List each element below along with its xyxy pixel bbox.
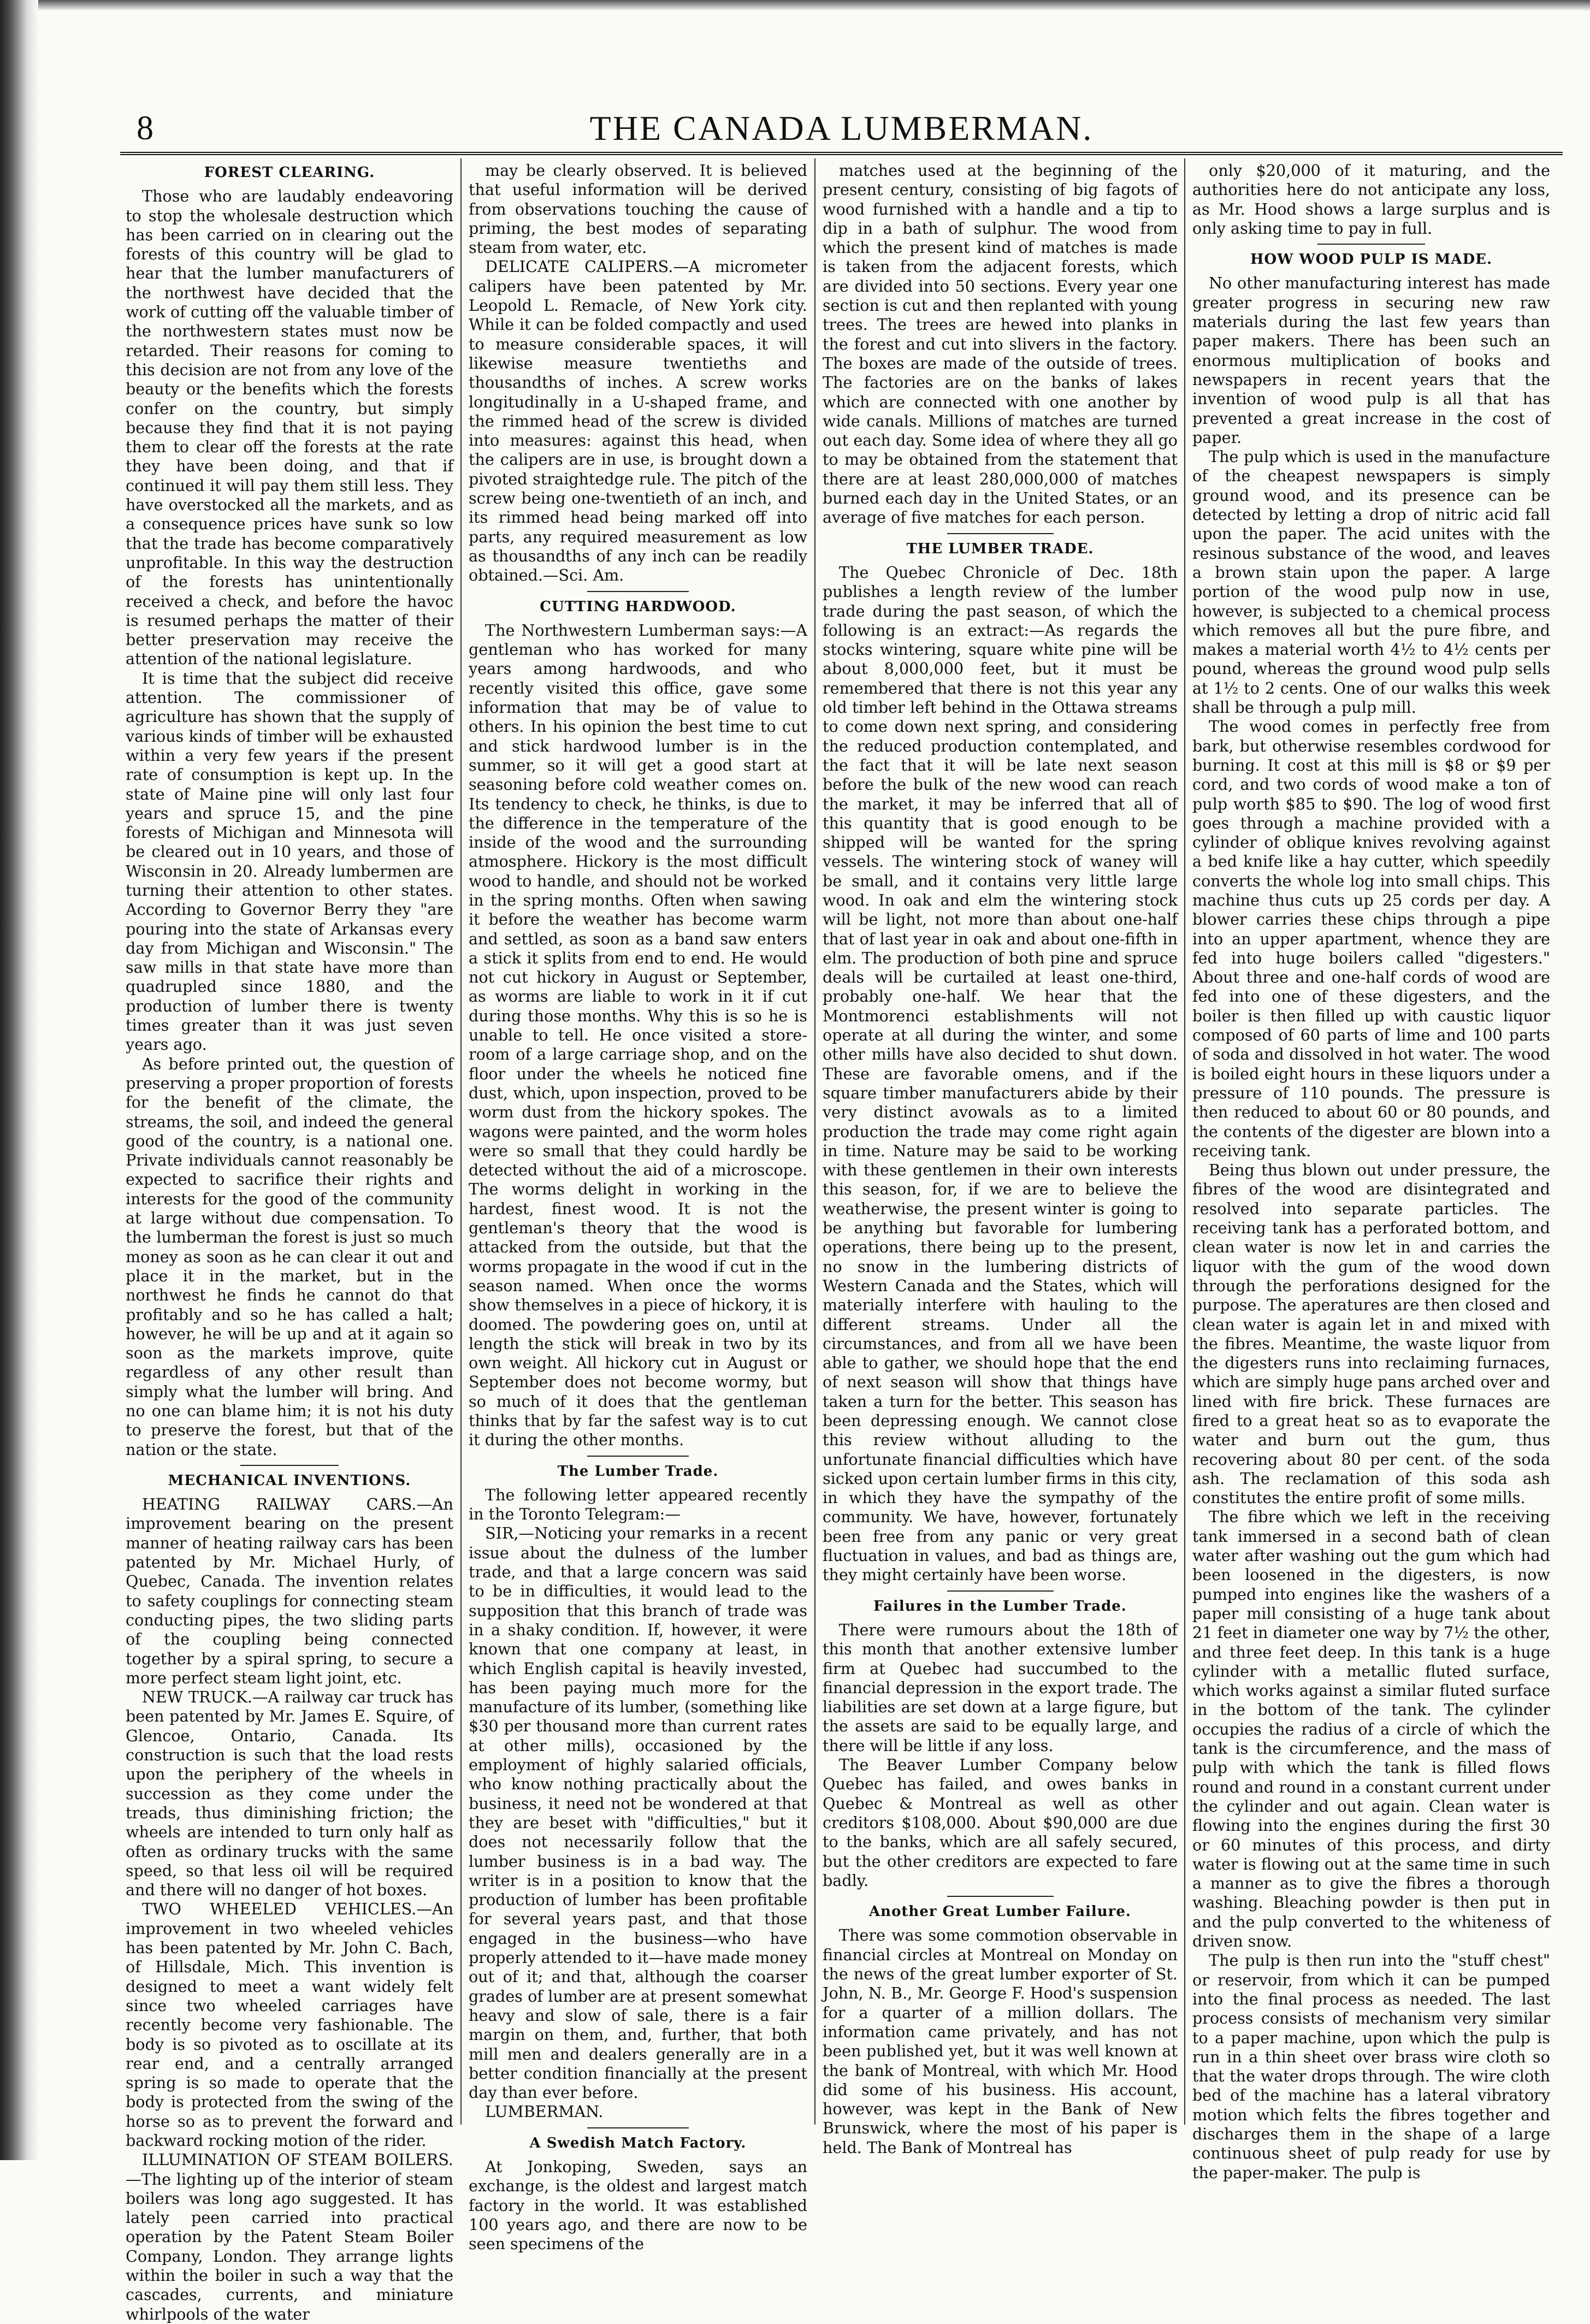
section-heading: CUTTING HARDWOOD. <box>540 598 736 615</box>
article-paragraph: DELICATE CALIPERS.—A micrometer calipers have been patented by Mr. Leopold L. Remacle, of New York city. While it can be folded compactly and used to measure considerable spaces, it will likewise measure twentieths and thousandths of inches. A screw works longitudinally in a U-shaped frame, and the rimmed head of the screw is divided into measures: against this head, when the calipers are in use, is brought down a pivoted straightedge rule. The pitch of the screw being one-twentieth of an inch, and its rimmed head being marked off into parts, any required measurement as low as thousandths of any inch can be readily obtained.—Sci. Am. <box>469 257 807 585</box>
article-paragraph: No other manufacturing interest has made greater progress in securing new raw materials during the last few years than paper makers. There has been such an enormous multiplication of books and newspapers in recent years that the invention of wood pulp is all that has prevented a great increase in the cost of paper. <box>1192 274 1550 447</box>
article-paragraph: LUMBERMAN. <box>485 2102 604 2121</box>
section-heading: MECHANICAL INVENTIONS. <box>168 1472 411 1489</box>
column-divider <box>1184 158 1185 2125</box>
article-paragraph: The fibre which we left in the receiving tank immersed in a second bath of clean water after washing out the gum which had been loosened in the digesters, is now pumped into engines like the washers of a paper mill consisting of a huge tank about 21 feet in diameter one way by 7½ the other, and three feet deep. In this tank is a huge cylinder with a metallic fluted surface, which works against a similar fluted surface in the bottom of the tank. The cylinder occupies the radius of a circle of which the tank is the circumference, and the mass of pulp with which the tank is filled flows round and round in a constant current under the cylinder and out again. Clean water is flowing into the engines during the first 30 or 60 minutes of this process, and dirty water is flowing out at the same time in such a manner as to give the fibres a thorough washing. Bleaching powder is then put in and the pulp converted to the whiteness of driven snow. <box>1192 1507 1550 1951</box>
masthead-rule <box>120 152 1563 155</box>
section-heading: THE LUMBER TRADE. <box>906 540 1094 557</box>
section-divider <box>1317 244 1425 245</box>
section-divider <box>587 591 689 592</box>
article-paragraph: HEATING RAILWAY CARS.—An improvement bearing on the present manner of heating railway cars has been patented by Mr. Michael Hurly, of Quebec, Canada. The invention relates to safety couplings for connecting steam conducting pipes, the two sliding parts of the coupling being connected together by a spiral spring, to secure a more perfect steam light joint, etc. <box>126 1495 453 1687</box>
article-paragraph: The following letter appeared recently in the Toronto Telegram:— <box>469 1485 807 1524</box>
article-paragraph: SIR,—Noticing your remarks in a recent issue about the dulness of the lumber trade, and that a large concern was said to be in difficulties, it would lead to the supposition that this branch of trade was in a shaky condition. If, however, it were known that one company at least, in which English capital is heavily invested, has been paying much more for the manufacture of its lumber, (something like $30 per thousand more than current rates at other mills), occasioned by the employment of highly salaried officials, who know nothing practically about the business, it need not be wondered at that they are beset with "difficulties," but it does not necessarily follow that the lumber business is in a bad way. The writer is in a position to know that the production of lumber has been profitable for several years past, and that those engaged in the business—who have properly attended to it—have made money out of it; and that, although the coarser grades of lumber are at present somewhat heavy and slow of sale, there is a fair margin on them, and, further, that both mill men and dealers generally are in a better condition financially at the present day than ever before. <box>469 1524 807 2102</box>
article-paragraph: There were rumours about the 18th of this month that another extensive lumber firm at Quebec had succumbed to the financial depression in the export trade. The liabilities are set down at a large figure, but the assets are said to be equally large, and there will be little if any loss. <box>823 1620 1178 1755</box>
section-divider <box>240 1465 339 1466</box>
article-paragraph: matches used at the beginning of the present century, consisting of big fagots of wood furnished with a handle and a tip to dip in a bath of sulphur. The wood from which the present kind of matches is made is taken from the adjacent forests, which are divided into 50 sections. Every year one section is cut and then replanted with young trees. The trees are hewed into planks in the forest and cut into slivers in the factory. The boxes are made of the outside of trees. The factories are on the banks of lakes which are connected with one another by wide canals. Millions of matches are turned out each day. Some idea of where they all go to may be obtained from the statement that there are at least 280,000,000 of matches burned each day in the United States, or an average of five matches for each person. <box>823 161 1178 527</box>
column-2 <box>469 161 807 2254</box>
section-divider <box>587 1456 689 1457</box>
article-paragraph: The wood comes in perfectly free from bark, but otherwise resembles cordwood for burning. It cost at this mill is $8 or $9 per cord, and two cords of wood make a ton of pulp worth $85 to $90. The log of wood first goes through a machine provided with a cylinder of oblique knives revolving against a bed knife like a hay cutter, which speedily converts the whole log into small chips. This machine thus cuts up 25 cords per day. A blower carries these chips through a pipe into an upper apartment, whence they are fed into huge boilers called "digesters." About three and one-half cords of wood are fed into one of these digesters, and the boiler is then filled up with caustic liquor composed of 60 parts of lime and 100 parts of soda and dissolved in hot water. The wood is boiled eight hours in these liquors under a pressure of 110 pounds. The pressure is then reduced to about 60 or 80 pounds, and the contents of the digester are blown into a receiving tank. <box>1192 717 1550 1160</box>
article-paragraph: TWO WHEELED VEHICLES.—An improvement in two wheeled vehicles has been patented by Mr. John C. Bach, of Hillsdale, Mich. This invention is designed to meet a want widely felt since two wheeled carriages have recently become very fashionable. The body is so pivoted as to oscillate at its rear end, and a centrally arranged spring is so made to operate that the body is protected from the swing of the horse so as to prevent the forward and backward rocking motion of the rider. <box>126 1900 453 2150</box>
masthead <box>126 104 1557 153</box>
column-divider <box>460 158 462 2125</box>
article-paragraph: Being thus blown out under pressure, the fibres of the wood are disintegrated and resolved into separate particles. The receiving tank has a perforated bottom, and clean water is now let in and carries the liquor with the gum of the wood down through the perforations designed for the purpose. The aperatures are then closed and clean water is again let in and mixed with the fibres. Meantime, the waste liquor from the digesters runs into reclaiming furnaces, which are simply huge pans arched over and lined with fire brick. These furnaces are fired to a great heat so as to evaporate the water and burn out the gum, thus recovering about 80 per cent. of the soda ash. The reclamation of this soda ash constitutes the entire profit of some mills. <box>1192 1161 1550 1507</box>
article-paragraph: only $20,000 of it maturing, and the authorities here do not anticipate any loss, as Mr. Hood shows a large surplus and is only asking time to pay in full. <box>1192 161 1550 238</box>
section-divider <box>947 533 1054 534</box>
article-paragraph: The Quebec Chronicle of Dec. 18th publishes a length review of the lumber trade during the past season, of which the following is an extract:—As regards the stocks wintering, square white pine will be about 8,000,000 feet, but it must be remembered that there is not this year any old timber left behind in the Ottawa streams to come down next spring, and considering the reduced production contemplated, and the fact that it will be late next season before the bulk of the new wood can reach the market, it may be inferred that all of this quantity that is good enough to be shipped will be wanted for the spring vessels. The wintering stock of waney will be small, and it contains very little large wood. In oak and elm the wintering stock will be light, not more than about one-half that of last year in oak and about one-fifth in elm. The production of both pine and spruce deals will be curtailed at least one-third, probably one-half. We hear that the Montmorenci establishments will not operate at all during the winter, and some other mills have also decided to shut down. These are favorable omens, and if the square timber manufacturers abide by their very distinct avowals as to a limited production the trade may come right again in time. Nature may be said to be working with these gentlemen in their own interests this season, for, if we are to believe the weatherwise, the present winter is going to be anything but favorable for lumbering operations, there being up to the present, no snow in the lumbering districts of Western Canada and the States, which will materially interfere with hauling to the different streams. Under all the circumstances, and from all we have been able to gather, we should hope that the end of next season will show that things have taken a turn for the better. This season has been depressing enough. We cannot close this review without alluding to the unfortunate financial difficulties which have sicked upon certain lumber firms in this city, in which they have the sympathy of the community. We have, however, fortunately been free from any panic or very great fluctuation in values, and bad as things are, they might certainly have been worse. <box>823 563 1178 1584</box>
column-3 <box>823 161 1178 2157</box>
page-binding-edge <box>0 0 38 2160</box>
section-divider <box>587 2127 689 2128</box>
article-paragraph: The pulp which is used in the manufacture of the cheapest newspapers is simply ground wood, and its presence can be detected by letting a drop of nitric acid fall upon the paper. The acid unites with the resinous substance of the wood, and leaves a brown stain upon the paper. A large portion of the wood pulp now in use, however, is subjected to a chemical process which removes all but the pure fibre, and makes a material worth 4½ to 4½ cents per pound, whereas the ground wood pulp sells at 1½ to 2 cents. One of our walks this week shall be through a pulp mill. <box>1192 447 1550 717</box>
article-paragraph: At Jonkoping, Sweden, says an exchange, is the oldest and largest match factory in the world. It was established 100 years ago, and there are now to be seen specimens of the <box>469 2157 807 2254</box>
article-paragraph: may be clearly observed. It is believed that useful information will be derived from observations touching the cause of priming, the best modes of separating steam from water, etc. <box>469 161 807 257</box>
article-paragraph: It is time that the subject did receive attention. The commissioner of agriculture has shown that the supply of various kinds of timber will be exhausted within a very few years if the present rate of consumption is kept up. In the state of Maine pine will only last four years and spruce 15, and the pine forests of Michigan and Minnesota will be cleared out in 10 years, and those of Wisconsin in 20. Already lumbermen are turning their attention to other states. According to Governor Berry they "are pouring into the state of Arkansas every day from Michigan and Wisconsin." The saw mills in that state have more than quadrupled since 1880, and the production of lumber there is twenty times greater than it was just seven years ago. <box>126 669 453 1054</box>
page-top-edge <box>38 0 1590 11</box>
section-heading: A Swedish Match Factory. <box>529 2134 747 2151</box>
article-paragraph: The Northwestern Lumberman says:—A gentleman who has worked for many years among hardwoods, and who recently visited this office, gave some information that may be of value to others. In his opinion the best time to cut and stick hardwood lumber is in the summer, so it will get a good start at seasoning before cold weather comes on. Its tendency to check, he thinks, is due to the difference in the temperature of the inside of the wood and the surrounding atmosphere. Hickory is the most difficult wood to handle, and should not be worked in the spring months. Often when sawing it before the weather has become warm and settled, as soon as a band saw enters a stick it splits from end to end. He would not cut hickory in August or September, as worms are liable to work in it if cut during those months. Why this is so he is unable to tell. He once visited a store-room of a large carriage shop, and on the floor under the wheels he noticed fine dust, which, upon inspection, proved to be worm dust from the hickory spokes. The wagons were painted, and the worm holes were so small that they could hardly be detected without the aid of a microscope. The worms delight in working in the hardest, finest wood. It is not the gentleman's theory that the wood is attacked from the outside, but that the worms propagate in the wood if cut in the season named. When once the worms show themselves in a piece of hickory, it is doomed. The powdering goes on, until at length the stick will break in two by its own weight. All hickory cut in August or September does not become wormy, but so much of it does that the gentleman thinks that by far the safest way is to cut it during the other months. <box>469 620 807 1450</box>
section-heading: Failures in the Lumber Trade. <box>873 1598 1127 1615</box>
article-paragraph: ILLUMINATION OF STEAM BOILERS.—The lighting up of the interior of steam boilers was long ago suggested. It has lately peen carried into practical operation by the Patent Steam Boiler Company, London. They arrange lights within the boiler in such a way that the cascades, currents, and miniature whirlpools of the water <box>126 2150 453 2323</box>
article-paragraph: NEW TRUCK.—A railway car truck has been patented by Mr. James E. Squire, of Glencoe, Ontario, Canada. Its construction is such that the load rests upon the periphery of the wheels in succession as they come under the treads, thus diminishing friction; the wheels are intended to turn only half as often as ordinary trucks with the same speed, so that less oil will be required and there will no danger of hot boxes. <box>126 1688 453 1900</box>
article-paragraph: Those who are laudably endeavoring to stop the wholesale destruction which has been carried on in clearing out the forests of this country will be glad to hear that the lumber manufacturers of the northwest have decided that the work of cutting off the valuable timber of the northwestern states must now be retarded. Their reasons for coming to this decision are not from any love of the beauty or the benefits which the forests confer on the country, but simply because they find that it is not paying them to clear off the forests at the rate they have been doing, and that if continued it will pay them still less. They have overstocked all the markets, and as a consequence prices have sunk so low that the trade has become comparatively unprofitable. In this way the destruction of the forests has unintentionally received a check, and before the havoc is resumed perhaps the matter of their better preservation may receive the attention of the national legislature. <box>126 187 453 669</box>
section-heading: HOW WOOD PULP IS MADE. <box>1250 251 1493 268</box>
column-4 <box>1192 161 1550 2182</box>
section-divider <box>947 1896 1054 1897</box>
article-paragraph: The Beaver Lumber Company below Quebec has failed, and owes banks in Quebec & Montreal as well as other creditors $108,000. About $90,000 are due to the banks, which are all safely secured, but the other creditors are expected to fare badly. <box>823 1755 1178 1890</box>
section-heading: Another Great Lumber Failure. <box>869 1903 1131 1920</box>
page-number: 8 <box>137 110 153 147</box>
newspaper-title: THE CANADA LUMBERMAN. <box>589 109 1094 147</box>
article-paragraph: There was some commotion observable in financial circles at Montreal on Monday on the news of the great lumber exporter of St. John, N. B., Mr. George F. Hood's suspension for a quarter of a million dollars. The information came privately, and has not been published yet, but it was well known at the bank of Montreal, with which Mr. Hood did some of his business. His account, however, was kept in the Bank of New Brunswick, where the most of his paper is held. The Bank of Montreal has <box>823 1926 1178 2157</box>
section-heading: FOREST CLEARING. <box>204 164 375 181</box>
section-divider <box>947 1590 1054 1592</box>
column-1 <box>126 161 453 2323</box>
article-paragraph: As before printed out, the question of preserving a proper proportion of forests for the benefit of the climate, the streams, the soil, and indeed the general good of the country, is a national one. Private individuals cannot reasonably be expected to sacrifice their rights and interests for the good of the community at large without due compensation. To the lumberman the forest is just so much money as soon as he can clear it out and place it in the market, but in the northwest he finds he cannot do that profitably and so he has called a halt; however, he will be up and at it again so soon as the markets improve, quite regardless of any other result than simply what the lumber will bring. And no one can blame him; it is not his duty to preserve the forest, but that of the nation or the state. <box>126 1054 453 1459</box>
column-divider <box>814 158 815 2125</box>
section-heading: The Lumber Trade. <box>557 1463 719 1480</box>
article-paragraph: The pulp is then run into the "stuff chest" or reservoir, from which it can be pumped into the final process as needed. The last process consists of mechanism very similar to a paper machine, upon which the pulp is run in a thin sheet over brass wire cloth so that the water drops through. The wire cloth bed of the machine has a lateral vibratory motion which felts the fibres together and discharges them in the shape of a large continuous sheet of pulp ready for use by the paper-maker. The pulp is <box>1192 1951 1550 2182</box>
